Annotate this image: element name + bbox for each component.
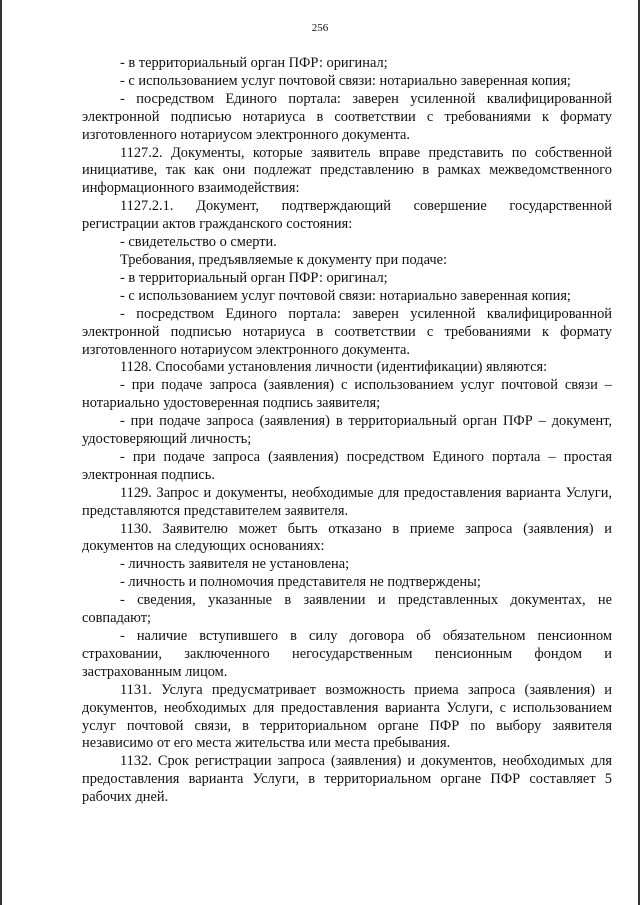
paragraph: - свидетельство о смерти. (120, 234, 277, 251)
paragraph: - наличие вступившего в силу договора об обязательном пенсионном страховании, заключенного негосударственным пенсионным фондом и застрахованным лицом. (82, 628, 612, 680)
paragraph: - посредством Единого портала: заверен усиленной квалифицированной электронной подписью нотариуса в соответствии с требованиями к формату изготовленного нотариусом электронного документа. (82, 90, 612, 143)
paragraph: - в территориальный орган ПФР: оригинал; (120, 55, 388, 71)
paragraph: - сведения, указанные в заявлении и представленных документах, не совпадают; (82, 592, 612, 627)
page-number: 256 (311, 22, 329, 34)
paragraph: - в территориальный орган ПФР: оригинал; (120, 269, 388, 286)
paragraph: - при подаче запроса (заявления) с использованием услуг почтовой связи – нотариально удостоверенная подпись заявителя; (82, 377, 612, 412)
document-body (82, 55, 612, 807)
paragraph: - при подаче запроса (заявления) в территориальный орган ПФР – документ, удостоверяющий личность; (82, 413, 612, 448)
paragraph: 1130. Заявителю может быть отказано в приеме запроса (заявления) и документов на следующих основаниях: (82, 520, 612, 555)
paragraph: Требования, предъявляемые к документу при подаче: (120, 251, 447, 268)
paragraph: - с использованием услуг почтовой связи: нотариально заверенная копия; (120, 287, 571, 304)
paragraph: 1129. Запрос и документы, необходимые для предоставления варианта Услуги, представляются представителем заявителя. (82, 484, 612, 519)
paragraph: - личность заявителя не установлена; (120, 556, 350, 573)
paragraph: - при подаче запроса (заявления) посредством Единого портала – простая электронная подпись. (82, 448, 612, 483)
paragraph: - личность и полномочия представителя не подтверждены; (120, 574, 481, 591)
paragraph: - с использованием услуг почтовой связи: нотариально заверенная копия; (120, 72, 571, 89)
paragraph: 1127.2.1. Документ, подтверждающий совершение государственной регистрации актов гражданского состояния: (82, 198, 612, 233)
paragraph: - посредством Единого портала: заверен усиленной квалифицированной электронной подписью нотариуса в соответствии с требованиями к формату изготовленного нотариусом электронного документа. (82, 305, 612, 358)
paragraph: 1128. Способами установления личности (идентификации) являются: (120, 359, 548, 376)
paragraph: 1127.2. Документы, которые заявитель вправе представить по собственной инициативе, так как они подлежат представлению в рамках межведомственного информационного взаимодействия: (82, 144, 612, 197)
paragraph: 1132. Срок регистрации запроса (заявления) и документов, необходимых для предоставления варианта Услуги, в территориальном органе ПФР составляет 5 рабочих дней. (82, 753, 612, 806)
paragraph: 1131. Услуга предусматривает возможность приема запроса (заявления) и документов, необходимых для предоставления варианта Услуги, с использованием услуг почтовой связи, в территориальном органе ПФР по выбору заявителя независимо от его места жительства или места пребывания. (82, 681, 612, 752)
